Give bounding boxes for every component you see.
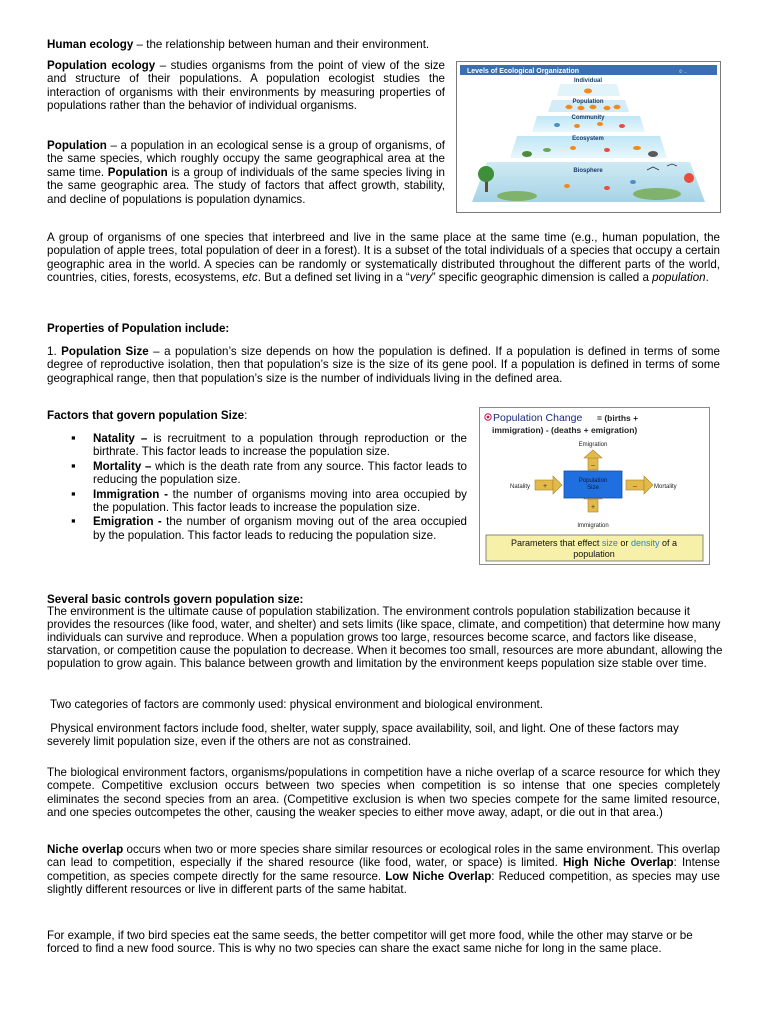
population-ecology-definition: – studies organisms from the point of view of the size and structure of their populations. A population ecologist studies the interaction of organisms with their environments by measuring properties of populations rather than the behavior of individual organisms. [47,59,445,113]
list-item-emigration [47,515,467,542]
list-item-immigration [47,488,467,515]
factors-heading [47,409,247,422]
population-subset-etc: etc [242,271,258,285]
immigration-term: Immigration - [93,487,168,501]
figure-credit: © ... [679,69,688,74]
label-individual: Individual [573,78,603,84]
population-size-term: Population Size [61,345,149,358]
mortality-arrow [626,476,653,494]
label-biosphere: Biosphere [573,168,603,174]
bullet-icon-dot [487,416,490,419]
biological-factors-paragraph: The biological environment factors, organisms/populations in competition have a niche overlap of a scarce resource for which they compete. Competitive exclusion occurs between two species when competition is so intense that one species completely eliminates the second species from an area. (Competitive exclusion is when two species compete for the same limited resource, and one species outcompetes the other, causing the weaker species to either move away, adapt, or die out in that area.) [47,766,720,820]
emigration-label: Emigration [578,442,608,448]
niche-overlap-text-2: : Intense competition, as species compete directly for the same resource. [47,856,720,883]
immigration-sign: + [590,504,596,511]
emigration-arrow [584,450,602,470]
example-paragraph: For example, if two bird species eat the same seeds, the better competitor will get more food, while the other may starve or be forced to find a new food source. This is why no two species can share the exact same niche for long in the same place. [47,929,693,956]
caption-density: density [630,538,660,548]
ecological-pyramid-illustration [457,62,720,212]
population-term: Population [47,139,107,152]
controls-paragraph: The environment is the ultimate cause of population stabilization. The environment controls population stabilization because it provides the resources (like food, water, and shelter) and sets limits (like space, climate, and competition) that determine how many individuals can survive and reproduce. When a population grows too large, resources become scarce, and factors like disease, starvation, or competition cause the population to decrease. When it becomes too small, resources are more abundant, allowing the population to grow again. This balance between growth and limitation by the environment keeps population size stable over time. [47,605,723,670]
human-ecology-line [47,38,727,51]
population-size-definition: – a population’s size depends on how the population is defined. If a population is defined in terms of some degree of reproductive isolation, then that population’s size is the size of its gene pool. If a population is defined in terms of some geographical range, then that population’s size is the number of individuals living in the defined area. [47,345,720,385]
population-subset-text-4: . [705,271,709,285]
emigration-term: Emigration - [93,515,162,529]
properties-heading [47,322,229,335]
label-community: Community [571,115,605,121]
emigration-sign: – [591,462,595,469]
change-title: Population Change [493,412,583,424]
list-item-mortality [47,460,467,487]
natality-term: Natality – [93,432,148,445]
natality-label: Natality [509,484,530,490]
mortality-label: Mortality [654,484,677,490]
human-ecology-term: Human ecology [47,38,134,51]
population-subset-population: population [652,271,706,285]
properties-heading-text: Properties of Population include: [47,322,230,335]
population-subset-text-2: . But a defined set living in a “ [257,271,410,285]
controls-heading-text: Several basic controls govern population size: [47,593,304,606]
population-subset-paragraph [47,231,720,285]
natality-arrow [535,476,562,494]
caption-line-2: population [573,549,615,559]
population-subset-very: very [409,271,432,285]
ecological-organization-figure [456,61,721,213]
immigration-text: the number of organisms moving into area occupied by the population. This factor leads to increase the population size. [93,487,467,515]
low-niche-overlap-term: Low Niche Overlap [385,869,492,883]
niche-overlap-text-3: : Reduced competition, as species may use slightly different resources or live in different parts of the same habitat. [47,869,721,897]
population-change-diagram [480,408,709,564]
population-term-2: Population [107,165,168,179]
mortality-text: which is the death rate from any source. This factor leads to reducing the population size. [93,459,468,487]
factors-heading-text: Factors that govern population Size [47,409,245,422]
population-change-figure [479,407,710,565]
caption-part-b: of a [659,538,677,548]
mortality-sign: – [633,483,637,490]
human-ecology-definition: – the relationship between human and their environment. [133,38,430,51]
population-definition-1: – a population in an ecological sense is a group of organisms, of the same species, which roughly occupy the same geographical area at the same time. [47,139,445,179]
label-population: Population [572,99,604,105]
factors-heading-colon: : [244,409,248,422]
caption-line-1 [511,538,677,548]
population-ecology-paragraph [47,59,445,113]
label-ecosystem: Ecosystem [572,136,604,142]
mortality-term: Mortality – [93,459,152,473]
center-label-1: Population [578,478,608,484]
change-formula-2: immigration) - (deaths + emigration) [492,425,638,435]
caption-size: size [601,538,618,548]
population-paragraph [47,139,445,206]
physical-factors-paragraph: Physical environment factors include food, shelter, water supply, space availability, soil, and light. One of these factors may severely limit population size, even if the others are not as constrained. [47,722,682,749]
niche-overlap-text-1: occurs when two or more species share similar resources or ecological roles in the same environment. This overlap can lead to competition, especially if the shared resource (like food, water, or space) is limited. [47,843,720,870]
change-formula-1: = (births + [597,413,639,423]
population-ecology-term: Population ecology [47,59,156,72]
population-subset-text-1: A group of organisms of one species that interbreed and live in the same place at the same time (e.g., human population, the population of apple trees, total population of deer in a forest). It is a subset of the total individuals of a species that occupy a certain geographic area in the world. A species can be randomly or systematically distributed throughout the different parts of the world, countries, cities, forests, ecosystems, [47,231,720,285]
emigration-text: the number of organism moving out of the area occupied by the population. This factor leads to reducing the population size. [93,515,467,542]
population-subset-text-3: ” specific geographic dimension is called a [431,271,653,285]
niche-overlap-term: Niche overlap [47,843,124,856]
population-size-number: 1. [47,345,62,358]
natality-text: is recruitment to a population through reproduction or the birthrate. This factor leads to increase the population size. [93,432,467,459]
population-definition-2: is a group of individuals of the same species living in the same geographic area. The study of factors that affect growth, stability, and decline of populations is population dynamics. [47,165,445,206]
natality-sign: + [542,483,548,490]
caption-or: or [617,538,631,548]
immigration-label: Immigration [577,523,609,529]
center-label-2: Size [587,485,599,491]
high-niche-overlap-term: High Niche Overlap [562,856,674,870]
list-item-natality [47,432,467,459]
caption-part-a: Parameters that effect [511,538,602,548]
niche-overlap-paragraph [47,843,720,897]
categories-paragraph: Two categories of factors are commonly used: physical environment and biological environment. [47,698,543,711]
population-size-paragraph [47,345,720,385]
figure-title: Levels of Ecological Organization [467,68,580,75]
factors-list [47,432,467,543]
